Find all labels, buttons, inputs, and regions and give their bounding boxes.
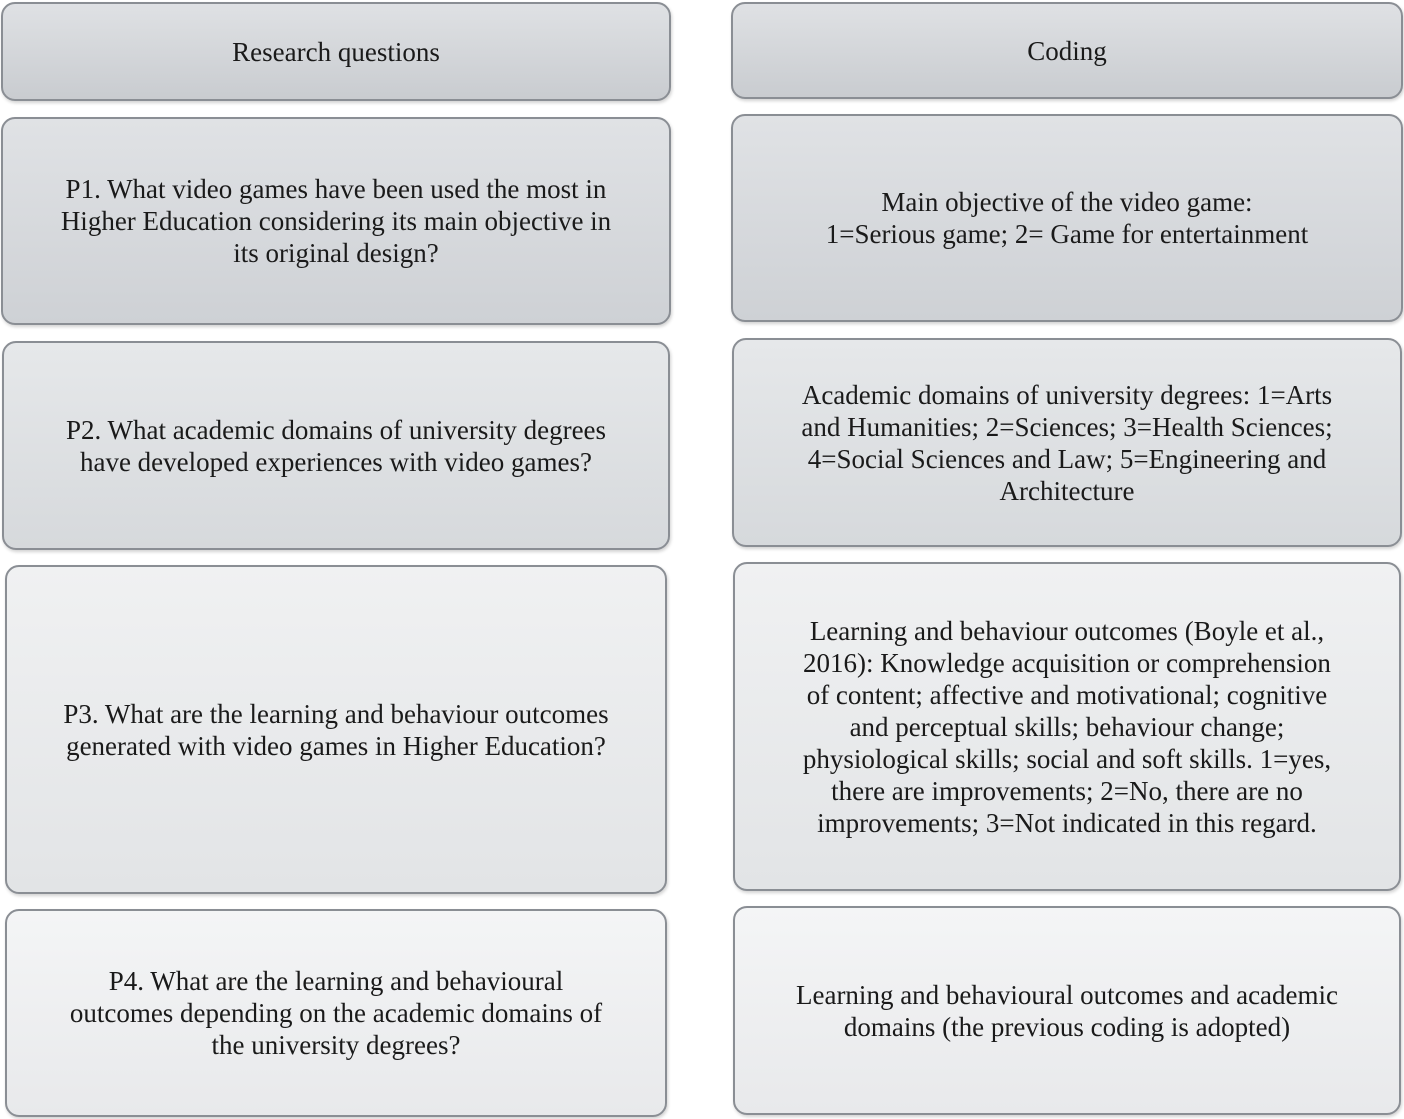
coding-text-p2: Academic domains of university degrees: 1=Arts and Humanities; 2=Sciences; 3=Health Sciences; 4=Social Sciences and Law; 5=Engineering and Architecture (801, 379, 1333, 506)
header-research-questions-label: Research questions (232, 36, 440, 67)
coding-box-p4 (733, 906, 1401, 1115)
question-text-p4: P4. What are the learning and behavioural outcomes depending on the academic domains of the university degrees? (69, 966, 603, 1060)
header-research-questions (1, 2, 671, 101)
header-coding (731, 2, 1403, 99)
coding-box-p2 (732, 338, 1402, 547)
header-coding-label: Coding (1027, 35, 1107, 66)
question-box-p1 (1, 117, 671, 325)
question-box-p4 (5, 909, 667, 1117)
coding-text-p1: Main objective of the video game: 1=Serious game; 2= Game for entertainment (825, 187, 1309, 249)
coding-box-p1 (731, 114, 1403, 322)
question-box-p2 (2, 341, 670, 550)
question-text-p2: P2. What academic domains of university degrees have developed experiences with video games? (65, 414, 607, 477)
question-box-p3 (5, 565, 667, 894)
coding-box-p3 (733, 562, 1401, 891)
coding-text-p4: Learning and behavioural outcomes and academic domains (the previous coding is adopted) (795, 979, 1339, 1042)
question-text-p3: P3. What are the learning and behaviour outcomes generated with video games in Higher Education? (63, 698, 609, 761)
coding-text-p3: Learning and behaviour outcomes (Boyle et al., 2016): Knowledge acquisition or comprehension of content; affective and motivational; cognitive and perceptual skills; behaviour change; physiological skills; social and soft skills. 1=yes, there are improvements; 2=No, there are no improvements; 3=Not indicated in this regard. (802, 615, 1332, 838)
question-text-p1: P1. What video games have been used the most in Higher Education considering its main objective in its original design? (60, 174, 612, 268)
